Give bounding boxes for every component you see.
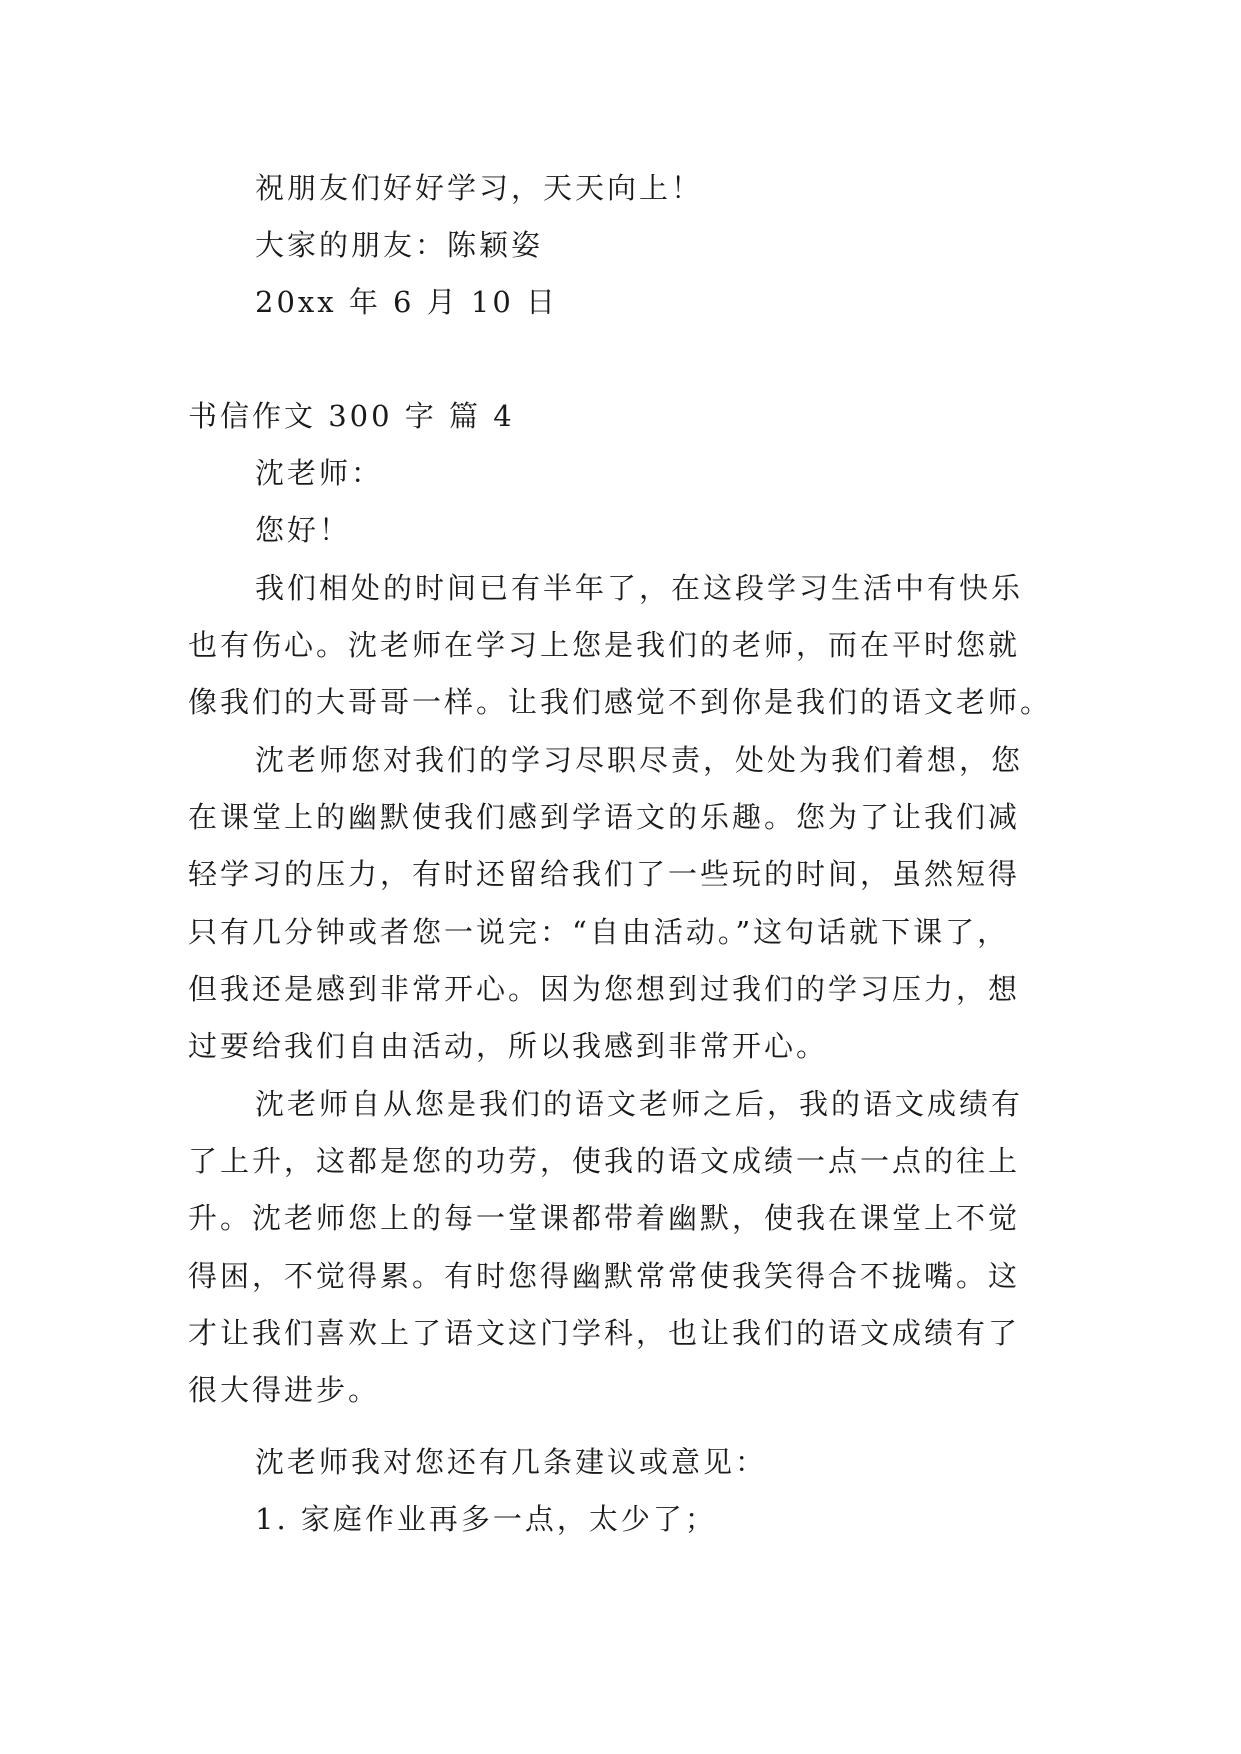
paragraph-line: 过要给我们自由活动，所以我感到非常开心。 xyxy=(188,1029,829,1063)
paragraph-line: 像我们的大哥哥一样。让我们感觉不到你是我们的语文老师。 xyxy=(188,685,1053,719)
paragraph-line: 很大得进步。 xyxy=(188,1373,381,1407)
closing-wish: 祝朋友们好好学习，天天向上！ xyxy=(255,171,704,205)
paragraph-line: 得困，不觉得累。有时您得幽默常常使我笑得合不拢嘴。这 xyxy=(188,1259,1021,1293)
letter-salutation: 沈老师： xyxy=(255,456,384,490)
paragraph-line: 升。沈老师您上的每一堂课都带着幽默，使我在课堂上不觉 xyxy=(188,1201,1021,1235)
paragraph-line: 我们相处的时间已有半年了，在这段学习生活中有快乐 xyxy=(255,571,1024,605)
suggestion-intro: 沈老师我对您还有几条建议或意见： xyxy=(255,1445,768,1479)
closing-date: 20xx 年 6 月 10 日 xyxy=(255,285,559,319)
paragraph-line: 轻学习的压力，有时还留给我们了一些玩的时间，虽然短得 xyxy=(188,857,1021,891)
paragraph-line: 在课堂上的幽默使我们感到学语文的乐趣。您为了让我们减 xyxy=(188,800,1021,834)
paragraph-line: 了上升，这都是您的功劳，使我的语文成绩一点一点的往上 xyxy=(188,1144,1021,1178)
paragraph-line: 才让我们喜欢上了语文这门学科，也让我们的语文成绩有了 xyxy=(188,1316,1021,1350)
section-heading: 书信作文 300 字 篇 4 xyxy=(188,399,515,433)
paragraph-line: 也有伤心。沈老师在学习上您是我们的老师，而在平时您就 xyxy=(188,628,1021,662)
paragraph-line: 只有几分钟或者您一说完：“自由活动。”这句话就下课了， xyxy=(188,915,1010,949)
paragraph-line: 沈老师您对我们的学习尽职尽责，处处为我们着想，您 xyxy=(255,743,1024,777)
paragraph-line: 沈老师自从您是我们的语文老师之后，我的语文成绩有 xyxy=(255,1087,1024,1121)
suggestion-item-1: 1. 家庭作业再多一点，太少了； xyxy=(255,1502,717,1536)
closing-signature: 大家的朋友：陈颖姿 xyxy=(255,228,544,262)
paragraph-line: 但我还是感到非常开心。因为您想到过我们的学习压力，想 xyxy=(188,972,1021,1006)
letter-greeting: 您好！ xyxy=(255,513,352,547)
